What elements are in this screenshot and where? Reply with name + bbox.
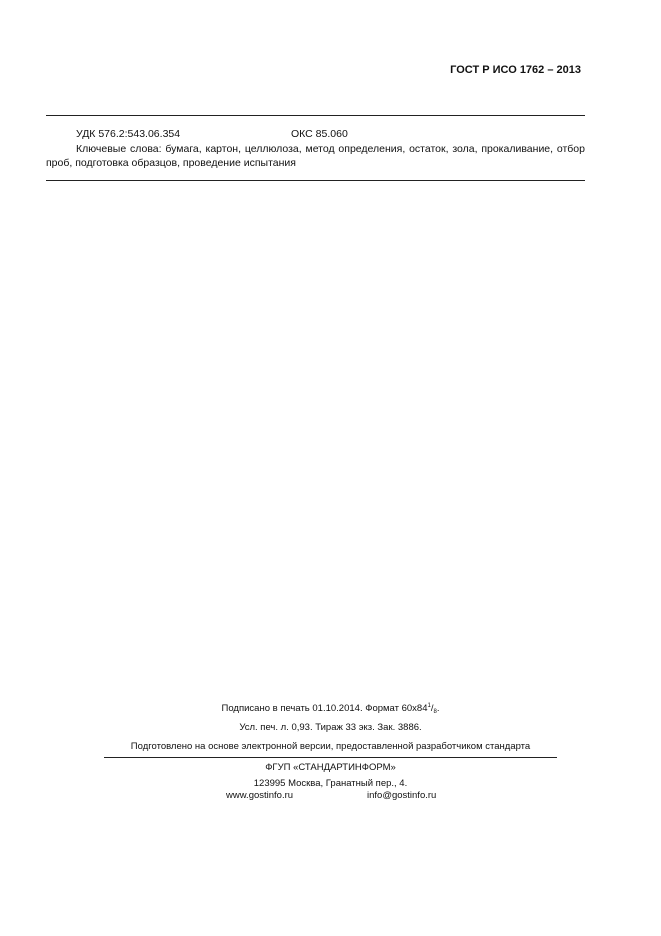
standard-code: ГОСТ Р ИСО 1762 – 2013	[450, 64, 581, 76]
website-link[interactable]: www.gostinfo.ru	[226, 790, 294, 801]
oks-code: ОКС 85.060	[291, 128, 348, 140]
keywords-divider	[46, 180, 585, 181]
top-divider	[46, 115, 585, 116]
publisher-address: 123995 Москва, Гранатный пер., 4.	[253, 778, 408, 789]
email-link[interactable]: info@gostinfo.ru	[367, 790, 437, 801]
format-denominator: 8	[433, 709, 437, 715]
publisher-name: ФГУП «СТАНДАРТИНФОРМ»	[265, 762, 396, 773]
signed-line: Подписано в печать 01.10.2014. Формат $60x84^1/_8$.	[221, 703, 440, 715]
imprint-divider	[104, 757, 557, 758]
udk-code: УДК 576.2:543.06.354	[76, 128, 181, 140]
format-numerator: 1	[427, 703, 431, 709]
print-info: Усл. печ. л. 0,93. Тираж 33 экз. Зак. 3886.	[239, 722, 422, 733]
signed-text: Подписано в печать 01.10.2014. Формат 60x84	[221, 703, 428, 714]
prepared-note: Подготовлено на основе электронной версии, предоставленной разработчиком стандарта	[130, 741, 531, 752]
signed-suffix: .	[436, 703, 440, 714]
keywords: Ключевые слова: бумага, картон, целлюлоза, метод определения, остаток, зола, прокаливание, отбор проб, подготовка образцов, проведение испытания	[46, 143, 585, 169]
